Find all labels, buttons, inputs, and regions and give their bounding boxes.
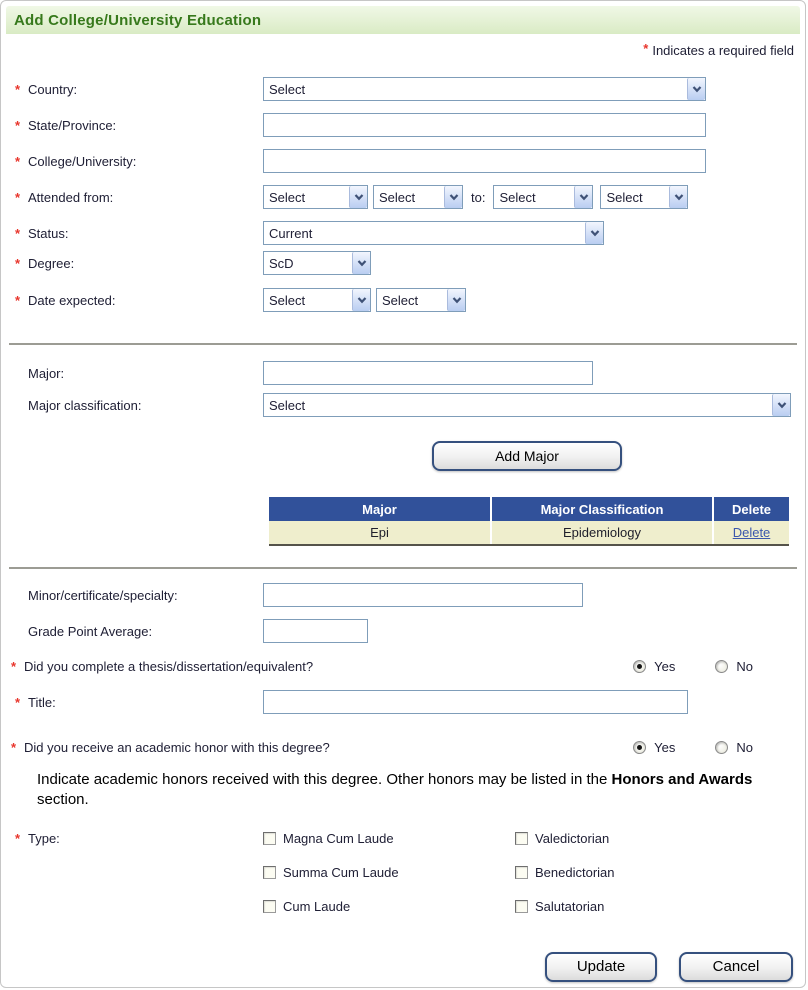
attended-from-month-value: Select xyxy=(269,189,306,205)
classification-cell: Epidemiology xyxy=(491,521,713,545)
college-input[interactable] xyxy=(263,149,706,173)
summa-cum-laude-label: Summa Cum Laude xyxy=(283,865,399,880)
required-asterisk: * xyxy=(15,153,21,169)
type-row xyxy=(15,827,805,919)
chevron-down-icon xyxy=(447,289,465,311)
attended-to-year-value: Select xyxy=(606,189,643,205)
degree-select[interactable] xyxy=(263,251,371,275)
attended-to-month-select[interactable] xyxy=(493,185,593,209)
update-button[interactable]: Update xyxy=(545,952,657,982)
attended-to-month-value: Select xyxy=(499,189,536,205)
chevron-down-icon xyxy=(352,252,370,274)
country-row xyxy=(15,77,805,101)
chevron-down-icon xyxy=(585,222,603,244)
date-expected-year-value: Select xyxy=(382,292,419,308)
attended-from-year-value: Select xyxy=(379,189,416,205)
college-row xyxy=(15,149,805,173)
form-header xyxy=(6,6,800,34)
major-classification-value: Select xyxy=(269,397,306,413)
honor-radio-group xyxy=(633,740,753,755)
country-select[interactable] xyxy=(263,77,706,101)
chevron-down-icon xyxy=(352,289,370,311)
salutatorian-checkbox[interactable] xyxy=(515,900,528,913)
thesis-question-label: * Did you complete a thesis/dissertation/equivalent? xyxy=(11,658,314,674)
section-divider xyxy=(9,343,797,345)
honor-yes-radio[interactable] xyxy=(633,741,646,754)
majors-table xyxy=(269,497,789,546)
magna-cum-laude-checkbox[interactable] xyxy=(263,832,276,845)
status-select[interactable] xyxy=(263,221,604,245)
state-label: * State/Province: xyxy=(15,117,117,133)
title-label: * Title: xyxy=(15,694,56,710)
honor-question-row xyxy=(11,736,805,758)
gpa-input[interactable] xyxy=(263,619,368,643)
state-input[interactable] xyxy=(263,113,706,137)
majors-table-header-row xyxy=(269,497,789,521)
thesis-no-radio[interactable] xyxy=(715,660,728,673)
honor-yes-label: Yes xyxy=(654,739,676,755)
title-input[interactable] xyxy=(263,690,688,714)
major-row xyxy=(15,361,805,385)
required-asterisk: * xyxy=(15,117,21,133)
checkbox-item xyxy=(515,827,615,851)
minor-input[interactable] xyxy=(263,583,583,607)
required-asterisk: * xyxy=(15,189,21,205)
country-label: * Country: xyxy=(15,81,78,97)
honors-instruction-text: Indicate academic honors received with this degree. Other honors may be listed in the Honors and Awards section. xyxy=(37,771,753,809)
chevron-down-icon xyxy=(669,186,687,208)
footer-button-bar xyxy=(1,952,793,982)
thesis-no-label: No xyxy=(736,658,753,674)
thesis-question-row xyxy=(11,655,805,677)
honor-no-radio[interactable] xyxy=(715,741,728,754)
major-column-header: Major xyxy=(269,497,491,521)
required-asterisk: * xyxy=(15,830,21,846)
benedictorian-label: Benedictorian xyxy=(535,865,615,880)
chevron-down-icon xyxy=(444,186,462,208)
cum-laude-checkbox[interactable] xyxy=(263,900,276,913)
checkbox-item xyxy=(515,861,615,885)
required-asterisk: * xyxy=(15,292,21,308)
required-note-text: Indicates a required field xyxy=(652,43,794,58)
required-asterisk: * xyxy=(643,41,649,56)
page-title: Add College/University Education xyxy=(14,11,262,29)
major-classification-label: Major classification: xyxy=(28,397,142,413)
attended-row xyxy=(15,185,805,209)
major-input[interactable] xyxy=(263,361,593,385)
checkbox-item xyxy=(263,895,515,919)
required-asterisk: * xyxy=(15,81,21,97)
attended-from-year-select[interactable] xyxy=(373,185,463,209)
checkbox-item xyxy=(263,827,515,851)
delete-cell xyxy=(713,521,789,545)
attended-from-month-select[interactable] xyxy=(263,185,368,209)
college-label: * College/University: xyxy=(15,153,137,169)
date-expected-year-select[interactable] xyxy=(376,288,466,312)
required-asterisk: * xyxy=(11,658,17,674)
checkbox-item xyxy=(263,861,515,885)
date-expected-label: * Date expected: xyxy=(15,292,116,308)
major-classification-row xyxy=(15,393,805,417)
chevron-down-icon xyxy=(574,186,592,208)
type-label: * Type: xyxy=(15,830,60,846)
honor-no-label: No xyxy=(736,739,753,755)
required-asterisk: * xyxy=(15,255,21,271)
country-select-value: Select xyxy=(269,81,306,97)
status-select-value: Current xyxy=(269,225,313,241)
state-row xyxy=(15,113,805,137)
minor-label: Minor/certificate/specialty: xyxy=(28,587,178,603)
benedictorian-checkbox[interactable] xyxy=(515,866,528,879)
required-asterisk: * xyxy=(15,694,21,710)
valedictorian-label: Valedictorian xyxy=(535,831,610,846)
delete-link[interactable]: Delete xyxy=(732,525,771,540)
add-major-button[interactable]: Add Major xyxy=(432,441,622,471)
thesis-yes-label: Yes xyxy=(654,658,676,674)
required-asterisk: * xyxy=(15,225,21,241)
required-field-note xyxy=(1,43,805,61)
date-expected-row xyxy=(15,288,805,312)
valedictorian-checkbox[interactable] xyxy=(515,832,528,845)
minor-row xyxy=(15,583,805,607)
degree-row xyxy=(15,251,805,275)
magna-cum-laude-label: Magna Cum Laude xyxy=(283,831,394,846)
degree-label: * Degree: xyxy=(15,255,75,271)
checkbox-item xyxy=(515,895,615,919)
chevron-down-icon xyxy=(772,394,790,416)
status-label: * Status: xyxy=(15,225,69,241)
add-major-area xyxy=(263,441,791,471)
required-asterisk: * xyxy=(11,739,17,755)
cum-laude-label: Cum Laude xyxy=(283,899,351,914)
chevron-down-icon xyxy=(349,186,367,208)
honor-type-checkbox-grid xyxy=(263,827,615,919)
thesis-yes-radio[interactable] xyxy=(633,660,646,673)
degree-select-value: ScD xyxy=(269,255,294,271)
major-cell: Epi xyxy=(269,521,491,545)
date-expected-month-select[interactable] xyxy=(263,288,371,312)
to-label: to: xyxy=(471,189,486,205)
title-row xyxy=(15,690,805,714)
cancel-button[interactable]: Cancel xyxy=(679,952,793,982)
chevron-down-icon xyxy=(687,78,705,100)
major-label: Major: xyxy=(28,365,65,381)
attended-to-year-select[interactable] xyxy=(600,185,688,209)
major-classification-select[interactable] xyxy=(263,393,791,417)
salutatorian-label: Salutatorian xyxy=(535,899,605,914)
section-divider xyxy=(9,567,797,569)
date-expected-month-value: Select xyxy=(269,292,306,308)
attended-from-label: * Attended from: xyxy=(15,189,114,205)
thesis-radio-group xyxy=(633,659,753,674)
honor-question-label: * Did you receive an academic honor with this degree? xyxy=(11,739,330,755)
delete-column-header: Delete xyxy=(713,497,789,521)
table-row xyxy=(269,521,789,545)
major-classification-column-header: Major Classification xyxy=(491,497,713,521)
gpa-label: Grade Point Average: xyxy=(28,623,153,639)
honors-and-awards-bold: Honors and Awards xyxy=(611,771,753,788)
gpa-row xyxy=(15,619,805,643)
summa-cum-laude-checkbox[interactable] xyxy=(263,866,276,879)
status-row xyxy=(15,221,805,245)
